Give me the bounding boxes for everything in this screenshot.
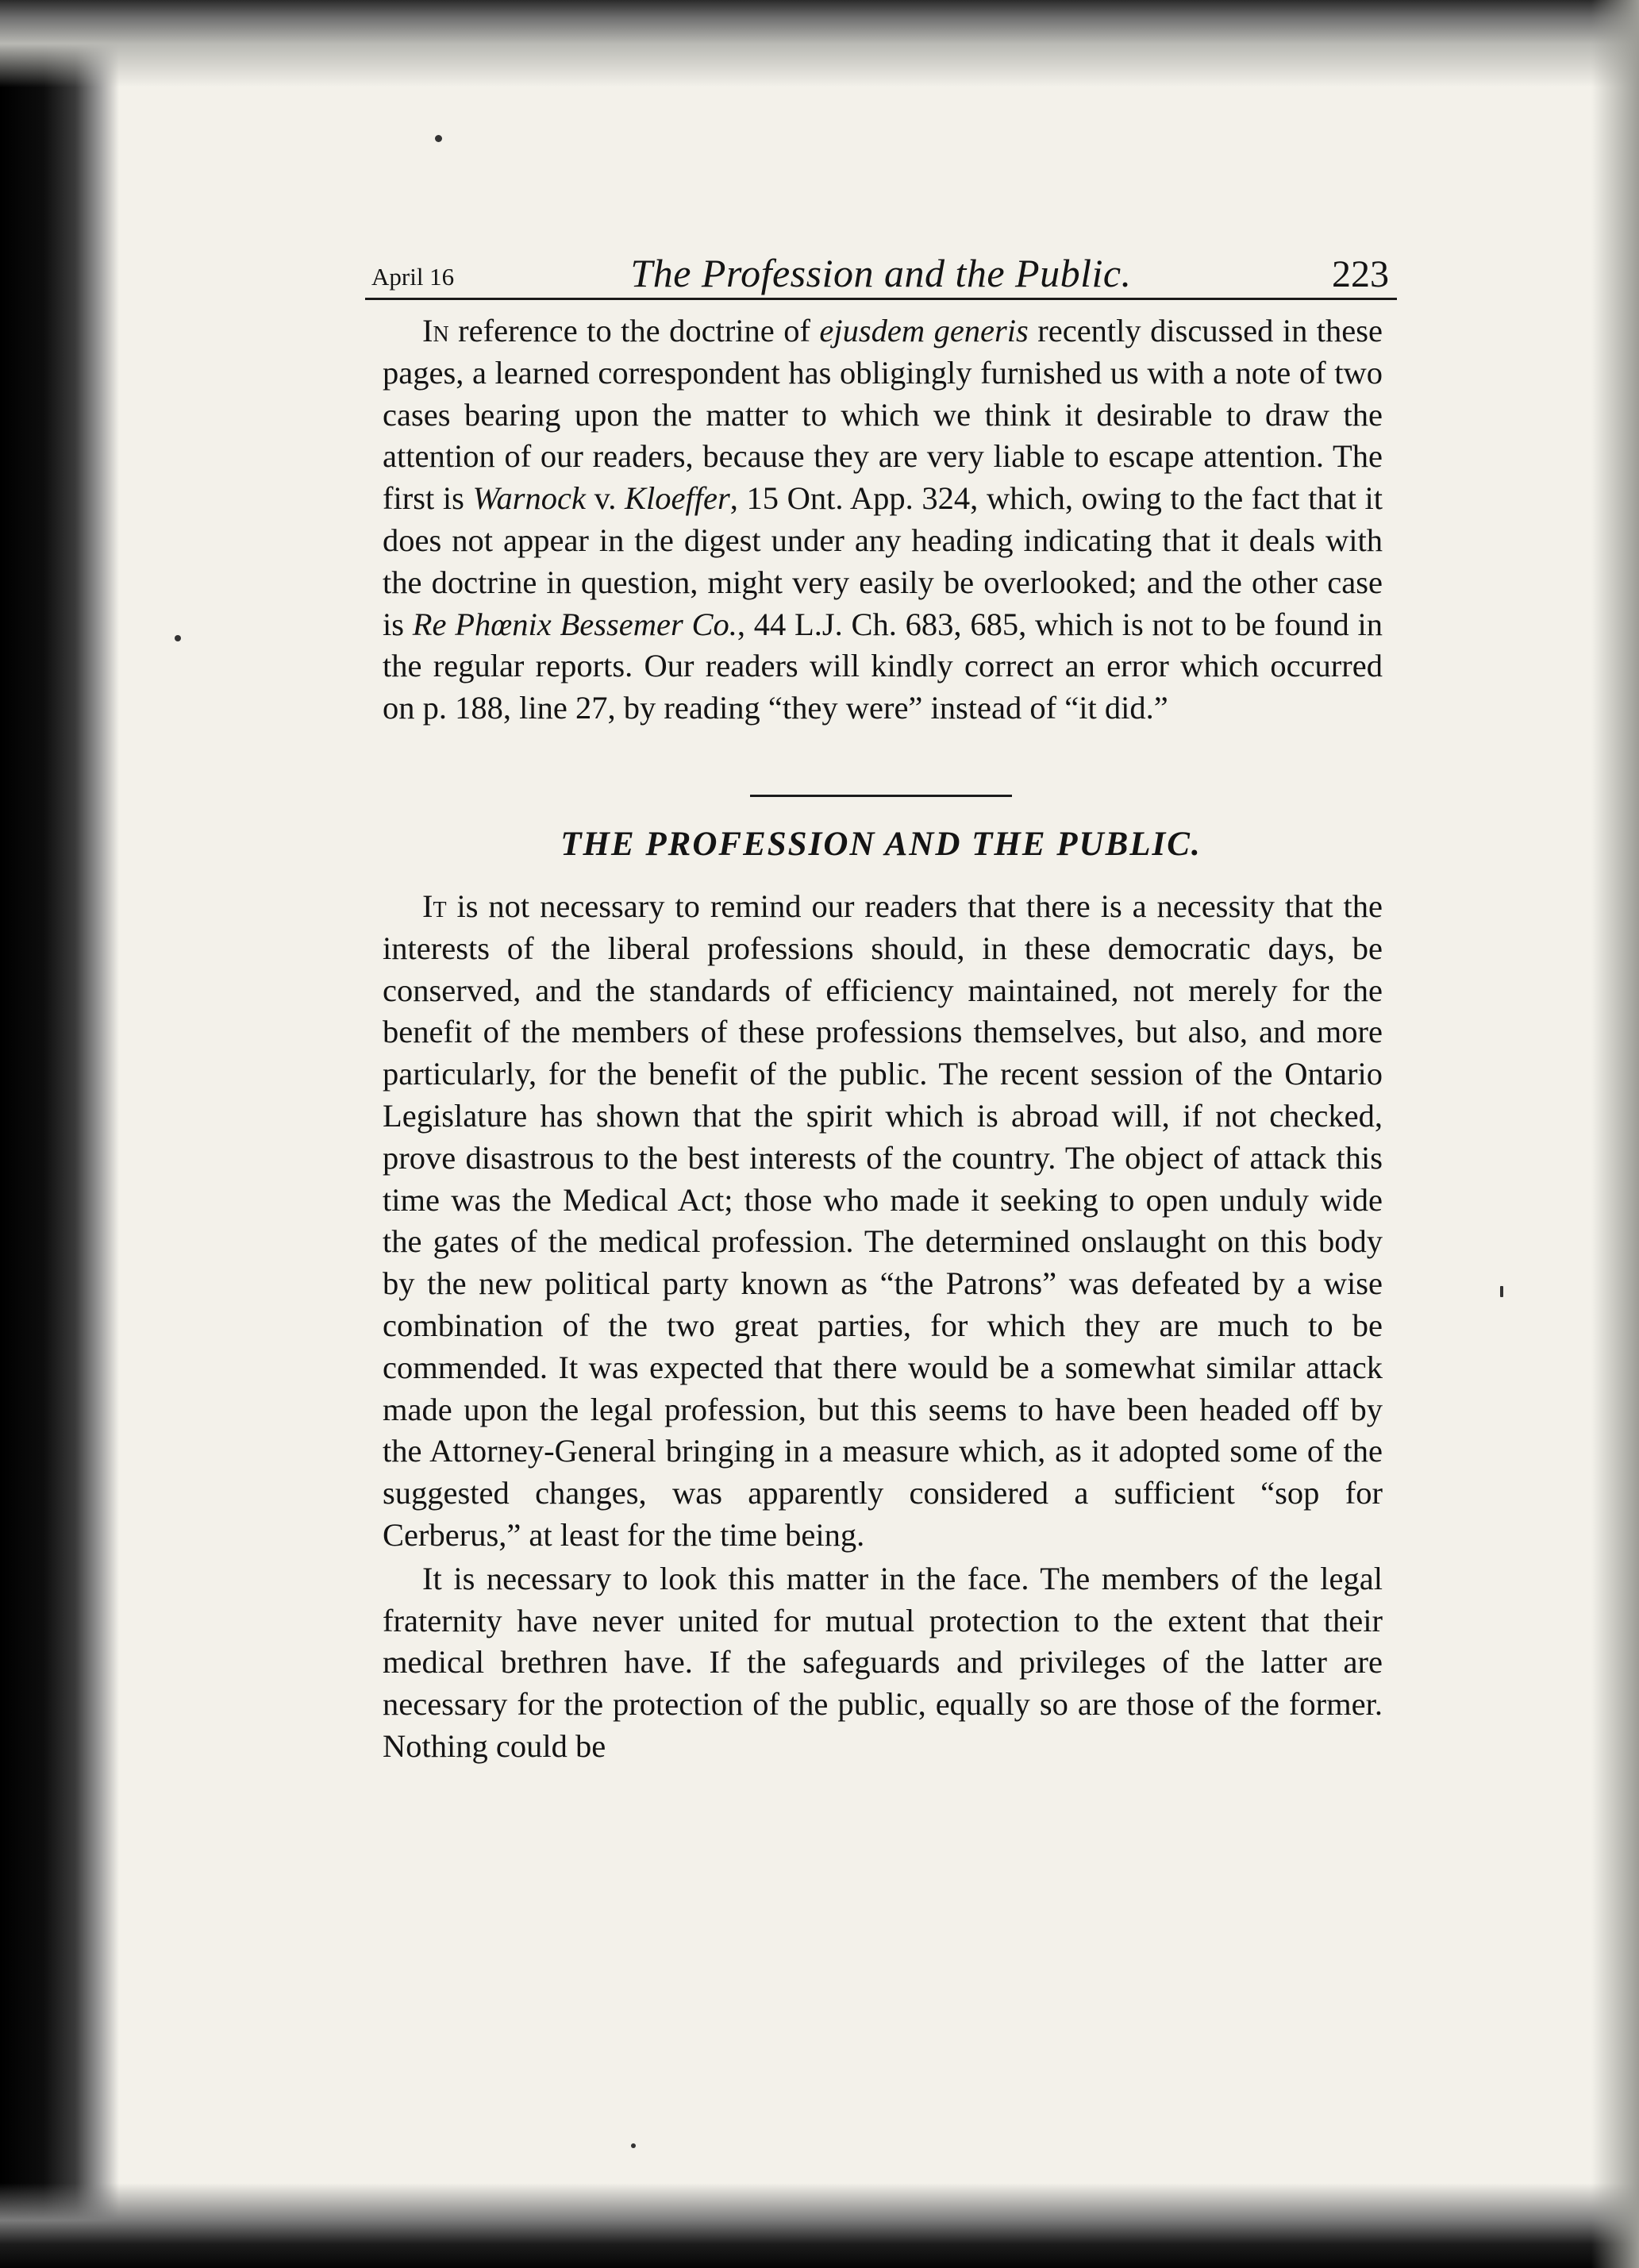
case-name: Re Phœnix Bessemer Co. (412, 606, 737, 642)
section-paragraph-text: It is necessary to look this matter in the face. The members of the legal fraternity have never united for mutual protection to the extent that their medical brethren have. If the safeguards and privileges of the latter are necessary for the protection of the public, equally so are those of the former. Nothing could be (383, 1560, 1383, 1764)
intro-paragraph (365, 310, 1397, 730)
section-lead-in: It (422, 888, 447, 924)
case-party-name: Kloeffer (625, 480, 730, 517)
intro-text-segment: v. (586, 480, 625, 517)
running-head-date: April 16 (371, 263, 455, 291)
section-paragraph-text: is not necessary to remind our readers that there is a necessity that the interests of the liberal professions should, in these democratic days, be conserved, and the standards of efficiency maintained, not merely for the benefit of the members of these professions themselves, but also, and more particularly, for the benefit of the public. The recent session of the Ontario Legislature has shown that the spirit which is abroad will, if not checked, prove disastrous to the best interests of the country. The object of attack this time was the Medical Act; those who made it seeking to open unduly wide the gates of the medical profession. The determined onslaught on this body by the new political party known as “the Patrons” was defeated by a wise combination of the two great parties, for which they are much to be commended. It was expected that there would be a somewhat similar attack made upon the legal profession, but this seems to have been headed off by the Attorney-General bringing in a measure which, as it adopted some of the suggested changes, was apparently considered a sufficient “sop for Cerberus,” at least for the time being. (383, 888, 1383, 1553)
intro-text-segment: recently discussed in these pages, a learned correspondent has obligingly furnished us with a note of two cases bearing upon the matter to which we think it desirable to draw the attention of our readers, because they are very liable to escape attention. The first is (383, 313, 1383, 517)
section-heading: THE PROFESSION AND THE PUBLIC. (560, 825, 1202, 863)
scan-speck (435, 135, 442, 142)
intro-latin-term: ejusdem generis (819, 313, 1029, 348)
running-head-title: The Profession and the Public. (630, 251, 1132, 295)
scan-shadow-bottom (0, 2183, 1639, 2268)
section-paragraph (365, 886, 1397, 1557)
scan-speck (1500, 1286, 1503, 1297)
section-paragraph (365, 1558, 1397, 1768)
section-divider (750, 795, 1012, 797)
intro-text-segment: , 44 L.J. Ch. 683, 685, which is not to be found in the regular reports. Our readers will kindly correct an error which occurred on p. 188, line 27, by reading “they were” instead of “it did.” (383, 606, 1383, 726)
scan-speck (631, 2143, 636, 2148)
scan-shadow-top (0, 0, 1639, 87)
page-number: 223 (1332, 253, 1389, 295)
case-party-name: Warnock (472, 480, 587, 517)
intro-text-segment: , 15 Ont. App. 324, which, owing to the fact that it does not appear in the digest under any heading indicating that it deals with the doctrine in question, might very easily be overlooked; and the other case is (383, 480, 1383, 642)
running-head (365, 234, 1397, 300)
book-page (365, 234, 1397, 1768)
scan-shadow-left (0, 0, 119, 2268)
scan-speck (175, 635, 181, 641)
scan-shadow-right (1591, 0, 1639, 2268)
intro-text-segment: reference to the doctrine of (448, 313, 820, 348)
intro-lead-in: In (422, 313, 449, 348)
